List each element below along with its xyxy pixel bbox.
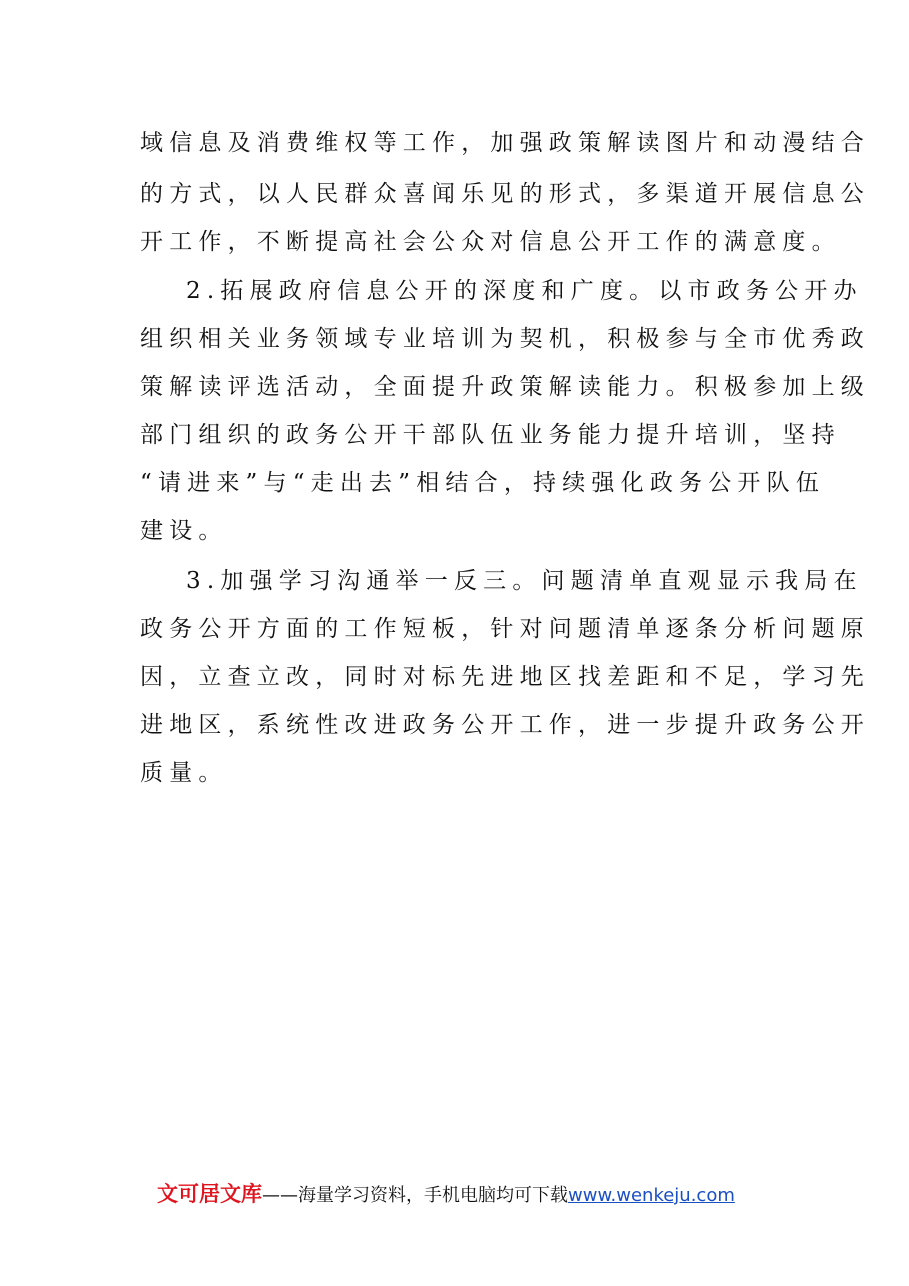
paragraph-line: 策解读评选活动，全面提升政策解读能力。积极参加上级 bbox=[140, 374, 870, 400]
brand-name: 文可居文库 bbox=[157, 1182, 262, 1206]
paragraph-line: 政务公开方面的工作短板，针对问题清单逐条分析问题原 bbox=[140, 616, 870, 642]
footer-banner bbox=[157, 1181, 735, 1209]
paragraph-line: 部门组织的政务公开干部队伍业务能力提升培训，坚持 bbox=[140, 422, 841, 448]
paragraph-line: 建设。 bbox=[140, 518, 228, 544]
paragraph-line: 组织相关业务领域专业培训为契机，积极参与全市优秀政 bbox=[140, 326, 870, 352]
website-link[interactable]: www.wenkeju.com bbox=[568, 1185, 735, 1206]
paragraph-line: 的方式，以人民群众喜闻乐见的形式，多渠道开展信息公 bbox=[140, 181, 870, 207]
paragraph-line: 2.拓展政府信息公开的深度和广度。以市政务公开办 bbox=[186, 278, 863, 304]
paragraph-line: 3.加强学习沟通举一反三。问题清单直观显示我局在 bbox=[186, 568, 863, 594]
paragraph-line: 质量。 bbox=[140, 760, 228, 786]
paragraph-line: 进地区，系统性改进政务公开工作，进一步提升政务公开 bbox=[140, 712, 870, 738]
paragraph-line: 开工作，不断提高社会公众对信息公开工作的满意度。 bbox=[140, 229, 841, 255]
paragraph-line: 因，立查立改，同时对标先进地区找差距和不足，学习先 bbox=[140, 664, 870, 690]
paragraph-line: “请进来”与“走出去”相结合，持续强化政务公开队伍 bbox=[140, 470, 826, 496]
paragraph-line: 域信息及消费维权等工作，加强政策解读图片和动漫结合 bbox=[140, 130, 870, 156]
footer-slogan: ——海量学习资料，手机电脑均可下载 bbox=[262, 1185, 568, 1206]
